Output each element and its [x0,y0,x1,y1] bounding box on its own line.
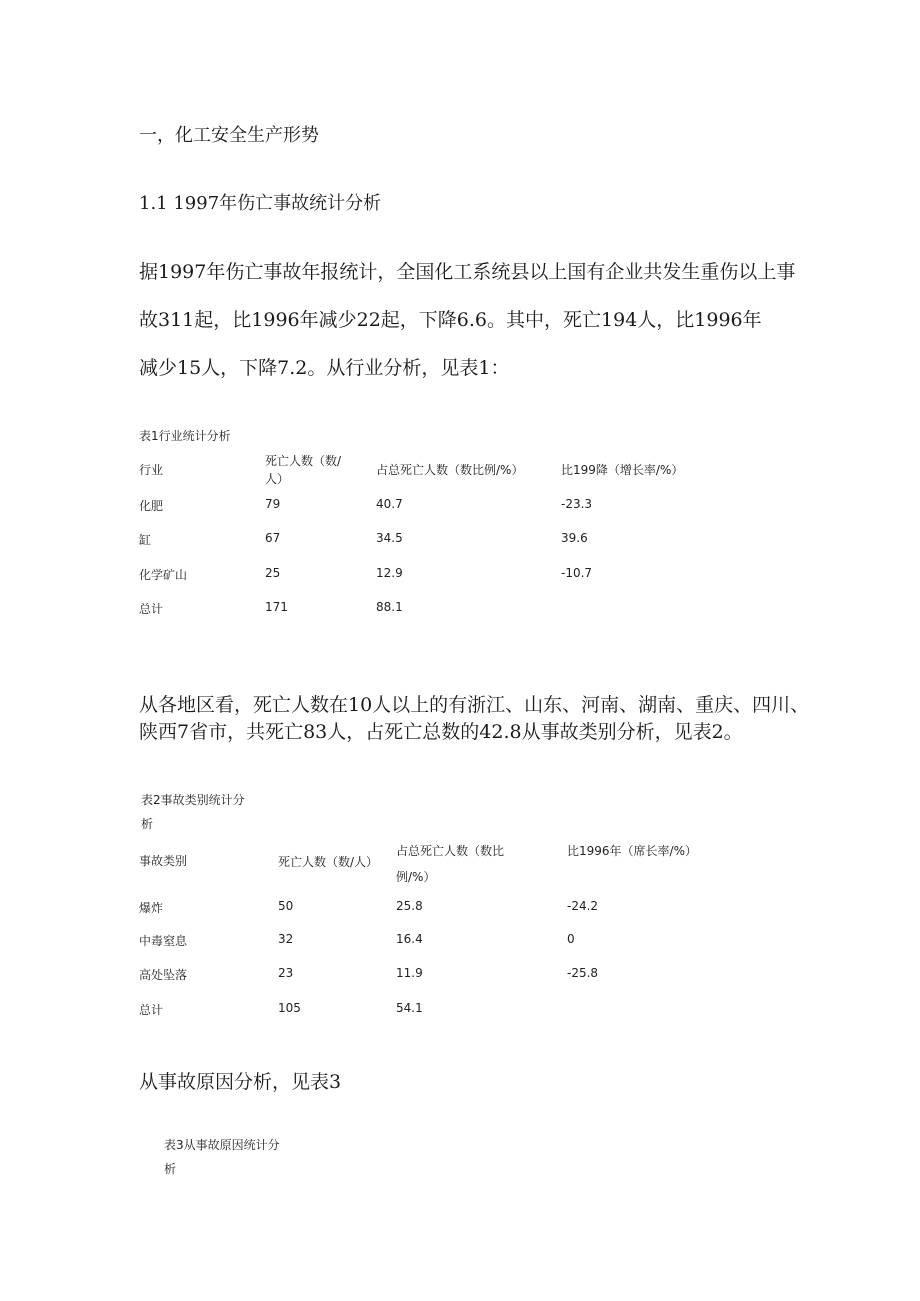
table-cell: 化学矿山 [139,568,188,582]
table-cell: 化肥 [139,499,164,513]
table-header-cell: 死亡人数（数/人） [265,454,342,486]
table-cell: 67 [265,531,281,545]
table-cell: 105 [278,1001,301,1015]
table-cell: -10.7 [561,566,593,580]
section-heading: 一，化工安全生产形势 [139,125,319,146]
paragraph-line: 陕西7省市，共死亡83人，占死亡总数的42.8从事故类别分析，见表2。 [139,721,743,743]
table-cell: 中毒窒息 [139,934,188,948]
table-cell: 50 [278,899,294,913]
paragraph-line: 减少15人，下降7.2。从行业分析，见表1： [139,357,510,379]
table-cell: 39.6 [561,531,588,545]
table-caption: 表3从事故原因统计分 [164,1138,280,1152]
subsection-heading: 1.1 1997年伤亡事故统计分析 [139,193,382,214]
table-cell: 25 [265,566,281,580]
table-caption: 析 [141,817,154,831]
table-header-cell: 比1996年（席长率/%） [567,844,697,858]
table-header-cell: 死亡人数（数/人） [278,855,379,869]
table-cell: 高处坠落 [139,968,188,982]
table-cell: 88.1 [376,600,403,614]
table-cell: 25.8 [396,899,423,913]
table-cell: 缸 [139,533,152,547]
table-cell: 总计 [139,602,164,616]
table-cell: 0 [567,932,575,946]
table-caption: 表1行业统计分析 [139,429,231,443]
table-cell: 34.5 [376,531,403,545]
paragraph-line: 故311起，比1996年减少22起，下降6.6。其中，死亡194人，比1996年 [139,309,762,331]
table-cell: -24.2 [567,899,599,913]
table-cell: -25.8 [567,966,599,980]
table-header-cell: 比199降（增长率/%） [561,463,684,477]
table-caption: 析 [164,1162,177,1176]
table-header-cell: 占总死亡人数（数比例/%） [376,463,524,477]
table-header-cell: 行业 [139,463,164,477]
table-cell: -23.3 [561,497,593,511]
table-cell: 23 [278,966,294,980]
table-header-cell: 占总死亡人数（数比例/%） [396,844,505,884]
paragraph-3: 从事故原因分析，见表3 [139,1071,342,1093]
table-cell: 40.7 [376,497,403,511]
table-cell: 11.9 [396,966,423,980]
table-cell: 32 [278,932,294,946]
table-cell: 54.1 [396,1001,423,1015]
table-cell: 爆炸 [139,901,164,915]
table-caption: 表2事故类别统计分 [141,793,245,807]
table-header-cell: 事故类别 [139,854,188,868]
table-cell: 总计 [139,1003,164,1017]
table-cell: 79 [265,497,281,511]
paragraph-line: 据1997年伤亡事故年报统计，全国化工系统县以上国有企业共发生重伤以上事 [139,261,796,283]
table-cell: 12.9 [376,566,403,580]
table-cell: 171 [265,600,288,614]
table-cell: 16.4 [396,932,423,946]
paragraph-line: 从各地区看，死亡人数在10人以上的有浙江、山东、河南、湖南、重庆、四川、 [139,694,810,716]
